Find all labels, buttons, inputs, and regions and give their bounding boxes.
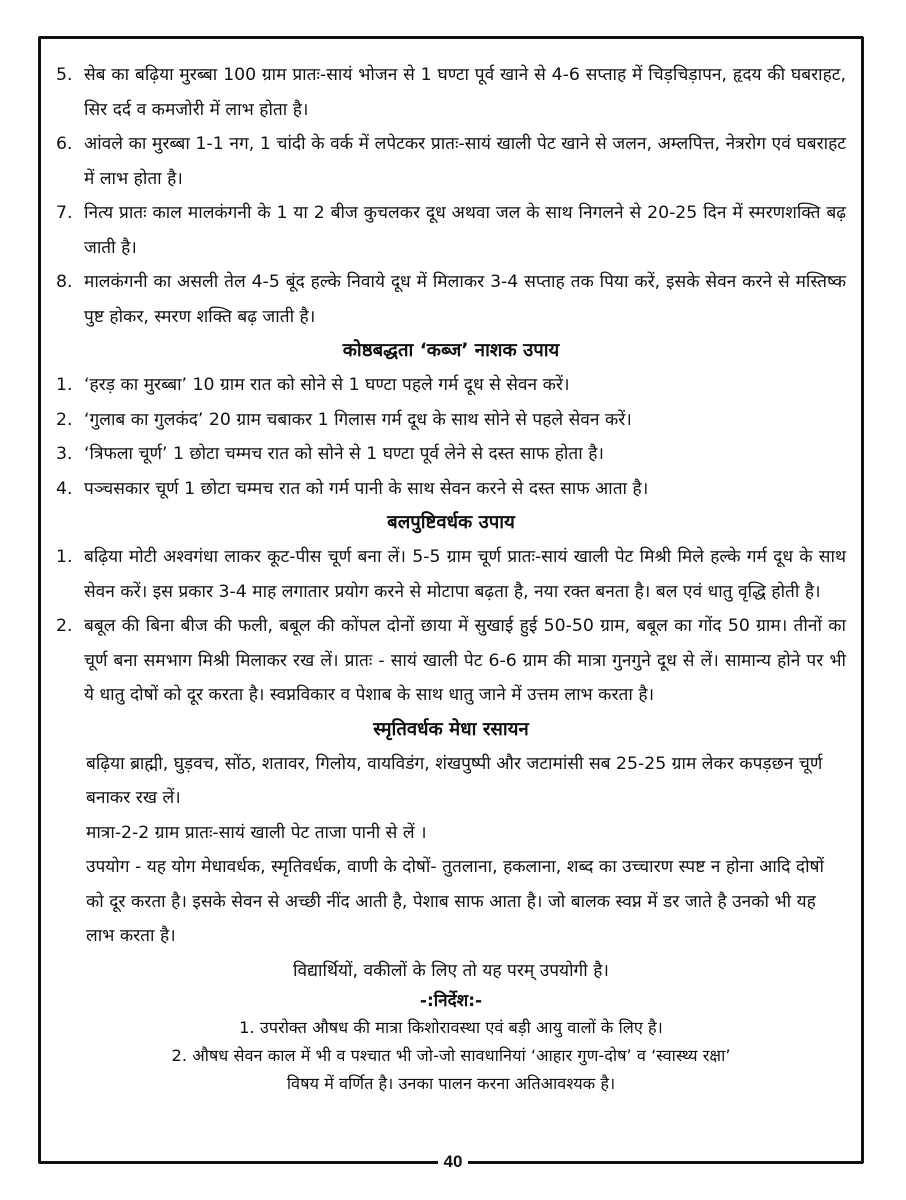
remedy-item [56,127,846,196]
item-text: ‘गुलाब का गुलकंद’ 20 ग्राम चबाकर 1 गिलास गर्म दूध के साथ सोने से पहले सेवन करें। [84,409,632,430]
page-number-footer [0,1150,906,1174]
item-number: 4. [56,478,73,499]
item-number: 3. [56,444,73,464]
item-text: ‘हरड़ का मुरब्बा’ 10 ग्राम रात को सोने से 1 घण्टा पहले गर्म दूध से सेवन करें। [84,375,570,395]
instruction-note-2-line-1: 2. औषध सेवन काल में भी व पश्चात भी जो-जो सावधानियां ‘आहार गुण-दोष’ व ‘स्वास्थ्य रक्षा’ [171,1046,731,1065]
constipation-item [56,368,846,403]
instruction-note-1: 1. उपरोक्त औषध की मात्रा किशोरावस्था एवं बड़ी आयु वालों के लिए है। [239,1018,663,1037]
remedy-item [56,196,846,265]
item-text: आंवले का मुरब्बा 1-1 नग, 1 चांदी के वर्क में लपेटकर प्रातः-सायं खाली पेट खाने से जलन, अम्लपित्त, नेत्ररोग एवं घबराहट में लाभ होता है। [84,134,846,189]
item-number: 1. [56,375,73,395]
remedy-item [56,58,846,127]
item-number: 8. [56,272,73,292]
section-heading-memory: स्मृतिवर्धक मेधा रसायन [373,718,529,740]
strength-item [56,540,846,609]
memory-students-note: विद्यार्थियों, वकीलों के लिए तो यह परम् उपयोगी है। [293,960,609,981]
item-text: पञ्चसकार चूर्ण 1 छोटा चम्मच रात को गर्म पानी के साथ सेवन करने से दस्त साफ आता है। [84,478,649,499]
item-number: 7. [56,203,73,223]
memory-ingredients: बढ़िया ब्राह्मी, घुड़वच, सोंठ, शतावर, गिलोय, वायविडंग, शंखपुष्पी और जटामांसी सब 25-25 ग्राम लेकर कपड़छन चूर्ण बनाकर रख लें। [86,753,823,808]
memory-dose: मात्रा-2-2 ग्राम प्रातः-सायं खाली पेट ताजा पानी से लें । [86,822,427,843]
constipation-item [56,437,846,472]
item-text: मालकंगनी का असली तेल 4-5 बूंद हल्के निवाये दूध में मिलाकर 3-4 सप्ताह तक पिया करें, इसके सेवन करने से मस्तिष्क पुष्ट होकर, स्मरण शक्ति बढ़ जाती है। [84,272,846,327]
item-number: 5. [56,65,73,85]
constipation-item [56,472,846,507]
page-content [56,58,846,1098]
instruction-note-2-line-2: विषय में वर्णित है। उनका पालन करना अतिआवश्यक है। [286,1074,616,1093]
item-number: 2. [56,409,73,430]
item-number: 1. [56,547,73,567]
strength-item [56,609,846,713]
remedy-item [56,265,846,334]
item-text: नित्य प्रातः काल मालकंगनी के 1 या 2 बीज कुचलकर दूध अथवा जल के साथ निगलने से 20-25 दिन में स्मरणशक्ति बढ़ जाती है। [84,203,846,258]
item-text: सेब का बढ़िया मुरब्बा 100 ग्राम प्रातः-सायं भोजन से 1 घण्टा पूर्व खाने से 4-6 सप्ताह में चिड़चिड़ापन, हृदय की घबराहट, सिर दर्द व कमजोरी में लाभ होता है। [84,65,846,120]
page-number: 40 [438,1150,469,1174]
item-number: 6. [56,134,73,154]
item-text: बबूल की बिना बीज की फली, बबूल की कोंपल दोनों छाया में सुखाई हुई 50-50 ग्राम, बबूल का गोंद 50 ग्राम। तीनों का चूर्ण बना समभाग मिश्री मिलाकर रख लें। प्रातः - सायं खाली पेट 6-6 ग्राम की मात्रा गुनगुने दूध से लें। सामान्य होने पर भी ये धातु दोषों को दूर करता है। स्वप्नविकार व पेशाब के साथ धातु जाने में उत्तम लाभ करता है। [84,616,846,705]
constipation-item [56,403,846,438]
section-heading-constipation: कोष्ठबद्धता ‘कब्ज’ नाशक उपाय [342,340,560,361]
item-number: 2. [56,616,73,636]
section-heading-strength: बलपुष्टिवर्धक उपाय [387,512,515,533]
memory-usage: उपयोग - यह योग मेधावर्धक, स्मृतिवर्धक, वाणी के दोषों- तुतलाना, हकलाना, शब्द का उच्चारण स्पष्ट न होना आदि दोषों को दूर करता है। इसके सेवन से अच्छी नींद आती है, पेशाब साफ आता है। जो बालक स्वप्न में डर जाते है उनको भी यह लाभ करता है। [86,857,825,946]
item-text: बढ़िया मोटी अश्वगंधा लाकर कूट-पीस चूर्ण बना लें। 5-5 ग्राम चूर्ण प्रातः-सायं खाली पेट मिश्री मिले हल्के गर्म दूध के साथ सेवन करें। इस प्रकार 3-4 माह लगातार प्रयोग करने से मोटापा बढ़ता है, नया रक्त बनता है। बल एवं धातु वृद्धि होती है। [84,547,846,602]
item-text: ‘त्रिफला चूर्ण’ 1 छोटा चम्मच रात को सोने से 1 घण्टा पूर्व लेने से दस्त साफ होता है। [84,444,604,464]
instructions-heading: -:निर्देश:- [419,991,483,1011]
